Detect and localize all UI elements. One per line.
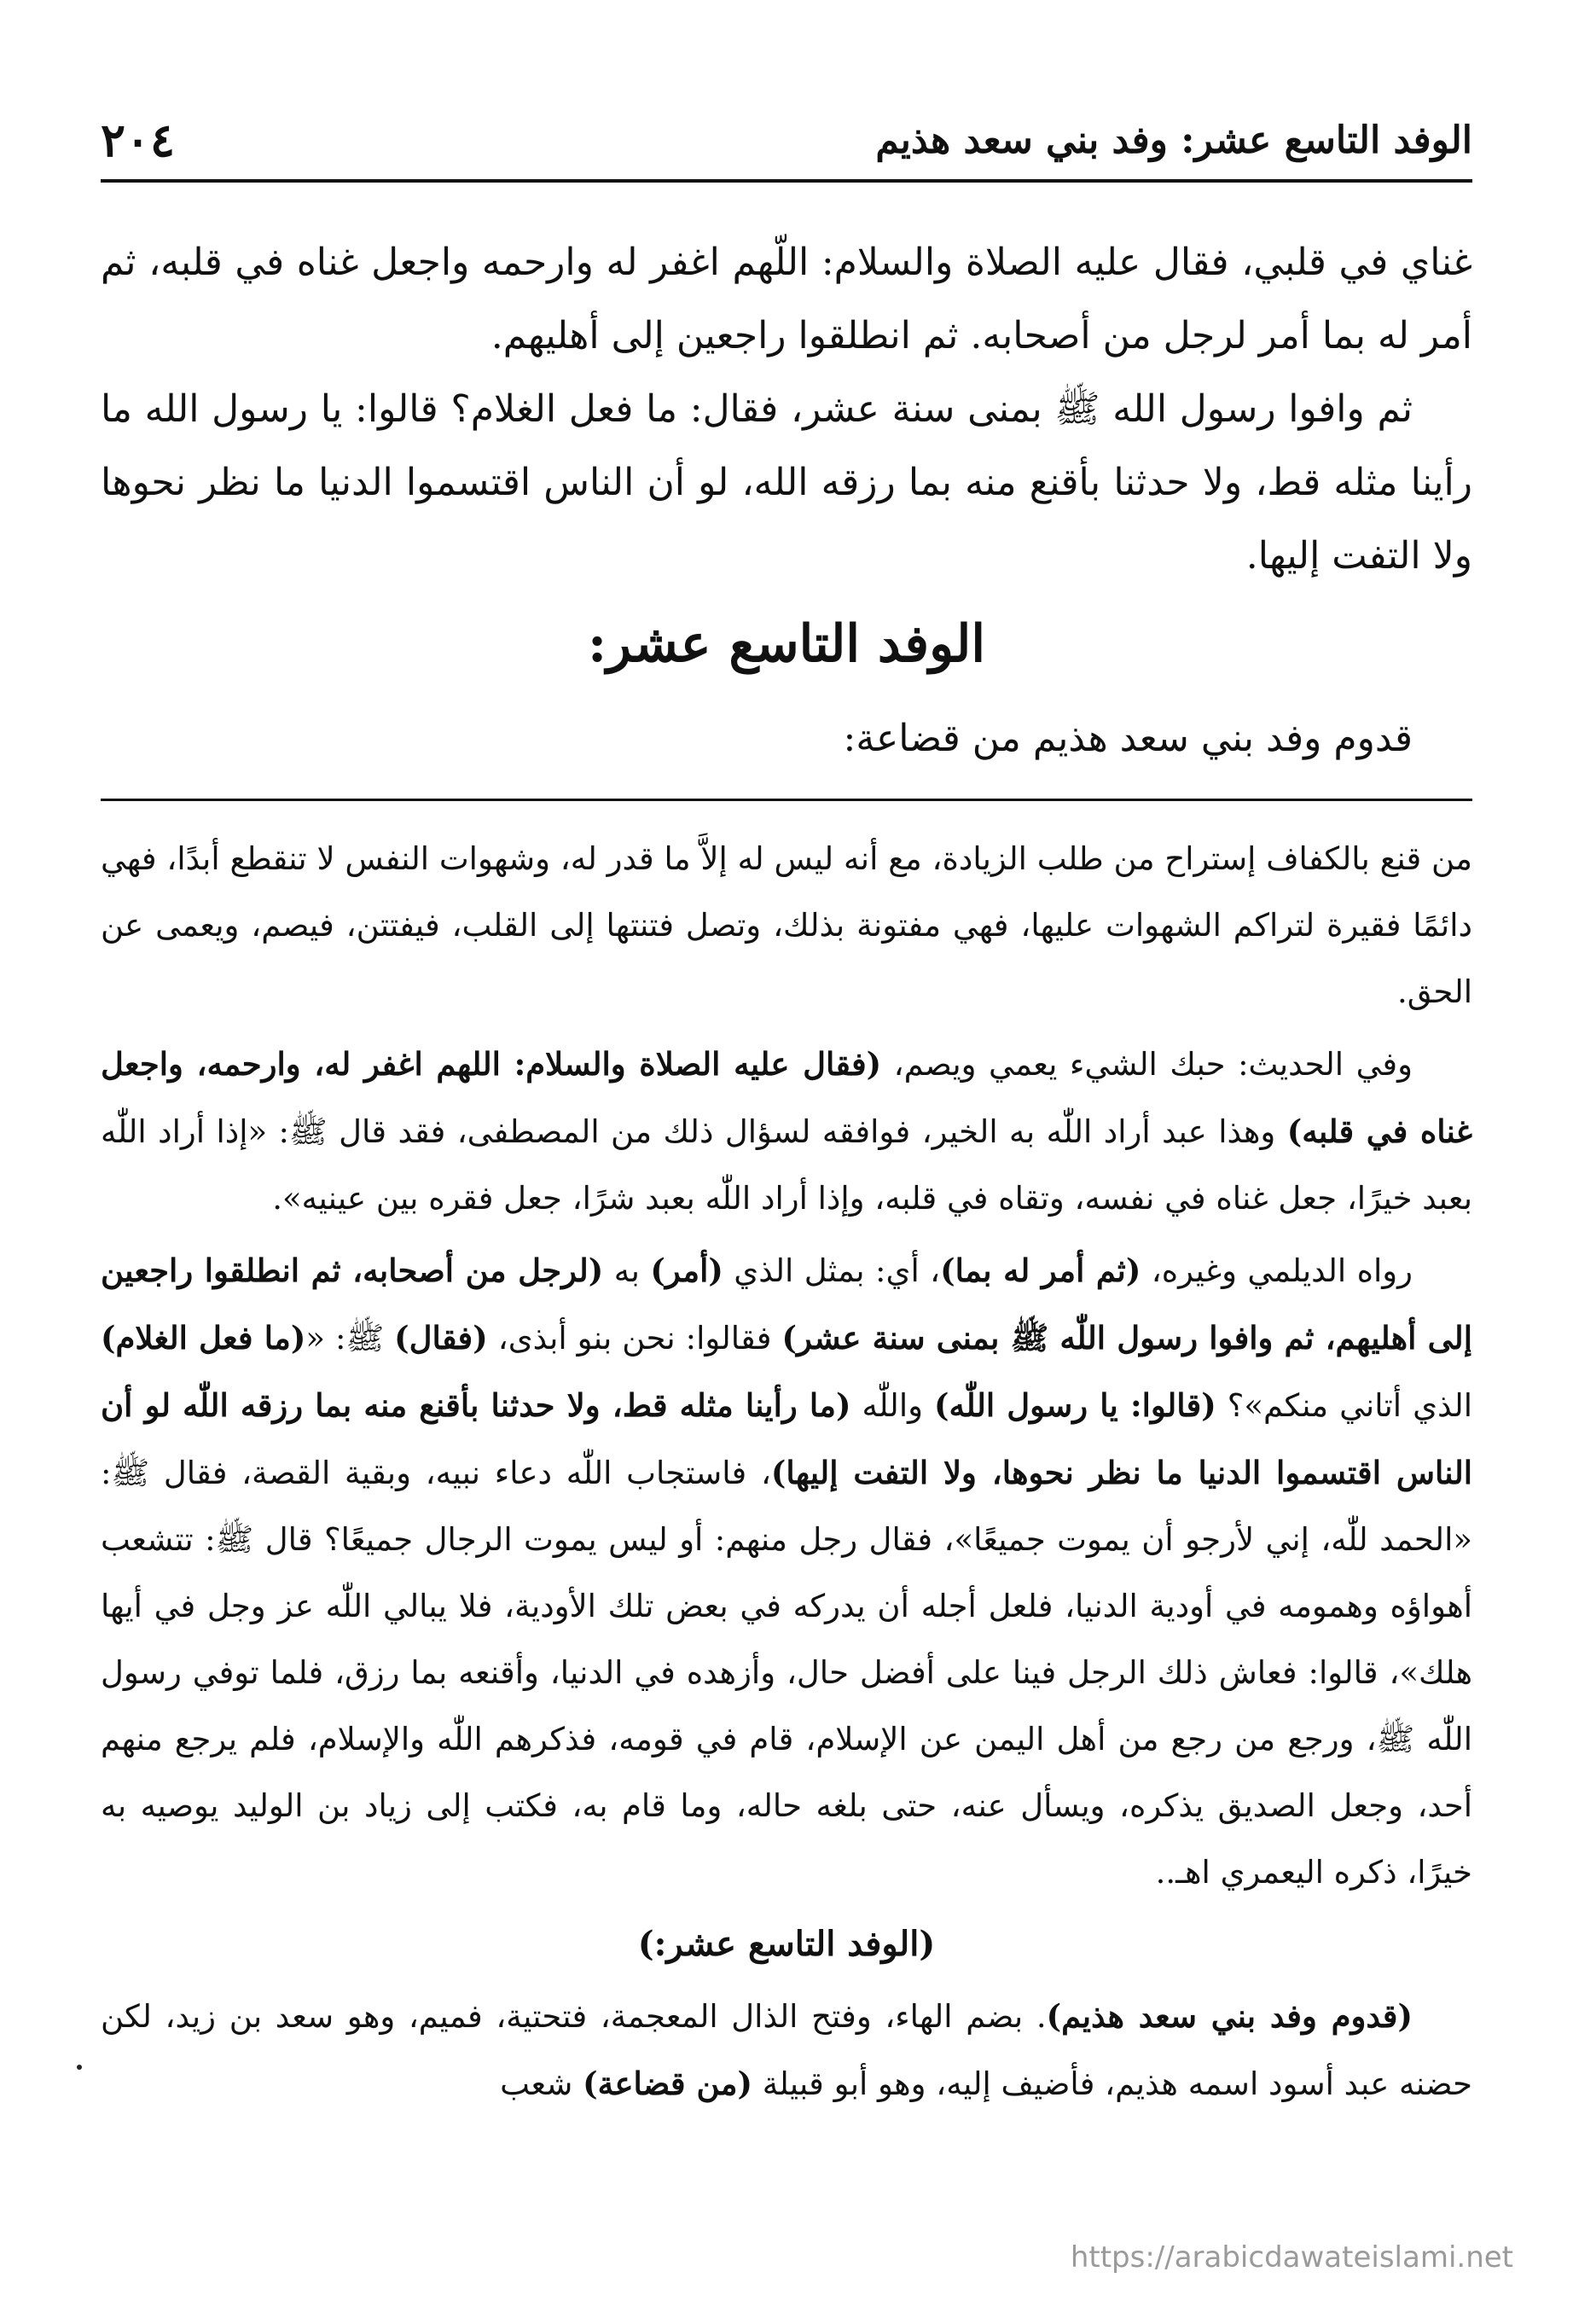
section-subheading: قدوم وفد بني سعد هذيم من قضاعة: (843, 717, 1413, 760)
commentary-text: وهذا عبد أراد اللّٰه به الخير، فوافقه لسؤال ذلك من المصطفى، فقد قال ﷺ: «إذا أراد اللّٰه بعبد خيرًا، جعل غناه في نفسه، وتقاه في قلبه، وإذا أراد اللّٰه بعبد شرًا، جعل فقره بين عينيه». (101, 1113, 1472, 1217)
commentary-text: ، أي: بمثل الذي (723, 1252, 941, 1289)
commentary-heading: (الوفد التاسع عشر:) (637, 1924, 936, 1964)
quoted-text: (لرجل من أصحابه، ثم انطلقوا راجعين إلى أهليهم، ثم وافوا رسول اللّٰه ﷺ بمنى سنة عشر) (101, 1252, 1472, 1357)
commentary (101, 826, 1472, 2123)
quoted-text: (ما رأينا مثله قط، ولا حدثنا بأقنع منه بما رزقه اللّٰه لو أن الناس اقتسموا الدنيا ما نظر نحوها، ولا التفت إليها) (101, 1386, 1472, 1491)
commentary-text: واللّٰه (850, 1387, 934, 1424)
commentary-paragraph (101, 1031, 1472, 1232)
quoted-text: (ثم أمر له بما) (940, 1252, 1141, 1289)
quoted-text: (من قضاعة) (583, 2065, 752, 2102)
running-title: الوفد التاسع عشر: وفد بني سعد هذيم (875, 118, 1472, 162)
quoted-text: (فقال) (394, 1319, 488, 1357)
commentary-paragraph (101, 1983, 1472, 2118)
quoted-text: (قدوم وفد بني سعد هذيم) (1046, 1997, 1413, 2035)
main-paragraph: ثم وافوا رسول الله ﷺ بمنى سنة عشر، فقال: ما فعل الغلام؟ قالوا: يا رسول الله ما رأينا مثله قط، ولا حدثنا بأقنع منه بما رزقه الله، لو أن الناس اقتسموا الدنيا ما نظر نحوها ولا التفت إليها. (101, 387, 1472, 578)
commentary-paragraph (101, 1237, 1472, 1906)
watermark-link[interactable]: https://arabicdawateislami.net (1070, 2240, 1513, 2275)
commentary-text: . بضم الهاء، وفتح الذال المعجمة، فتحتية، فميم، وهو سعد بن زيد، لكن حضنه عبد أسود اسمه هذيم، فأضيف إليه، وهو أبو قبيلة (101, 1998, 1472, 2102)
footnote-divider (101, 799, 1472, 801)
main-text (101, 226, 1472, 593)
quoted-text: (أمر) (650, 1252, 723, 1289)
commentary-text: الذي أتاني منكم»؟ (1216, 1387, 1473, 1424)
quoted-text: (ما فعل الغلام) (101, 1319, 306, 1357)
commentary-paragraph: من قنع بالكفاف إستراح من طلب الزيادة، مع أنه ليس له إلاَّ ما قدر له، وشهوات النفس لا تنقطع أبدًا، فهي دائمًا فقيرة لتراكم الشهوات عليها، فهي مفتونة بذلك، وتصل فتنتها إلى القلب، فيفتتن، فيصم، ويعمى عن الحق. (101, 840, 1472, 1010)
quoted-text: (قالوا: يا رسول اللّٰه) (933, 1386, 1216, 1424)
page-number: ٢٠٤ (101, 113, 176, 167)
commentary-text: وفي الحديث: حبك الشيء يعمي ويصم، (881, 1046, 1413, 1083)
margin-mark (77, 2065, 82, 2070)
commentary-text: فقالوا: نحن بنو أبذى، (487, 1320, 782, 1357)
commentary-text: به (603, 1252, 651, 1289)
commentary-text: ﷺ: « (305, 1320, 395, 1357)
quoted-text: (فقال عليه الصلاة والسلام: اللهم اغفر له، وارحمه، واجعل غناه في قلبه) (101, 1045, 1472, 1150)
page-header (101, 101, 1472, 183)
section-heading: الوفد التاسع عشر: (587, 614, 986, 674)
commentary-text: رواه الديلمي وغيره، (1141, 1252, 1413, 1289)
commentary-text: شعب (500, 2065, 583, 2102)
commentary-text: ، فاستجاب اللّٰه دعاء نبيه، وبقية القصة، فقال ﷺ: «الحمد للّٰه، إني لأرجو أن يموت جميعًا»، فقال رجل منهم: أو ليس يموت الرجال جميعًا؟ قال ﷺ: تتشعب أهواؤه وهمومه في أودية الدنيا، فلعل أجله أن يدركه في بعض تلك الأودية، فلا يبالي اللّٰه عز وجل في أيها هلك»، قالوا: فعاش ذلك الرجل فينا على أفضل حال، وأزهده في الدنيا، وأقنعه بما رزق، فلما توفي رسول اللّٰه ﷺ، ورجع من رجع من أهل اليمن عن الإسلام، قام في قومه، فذكرهم اللّٰه والإسلام، فلم يرجع منهم أحد، وجعل الصديق يذكره، ويسأل عنه، حتى بلغه حاله، وما قام به، فكتب إلى زياد بن الوليد يوصيه به خيرًا، ذكره اليعمري اهـ.. (101, 1455, 1472, 1891)
main-paragraph: غناي في قلبي، فقال عليه الصلاة والسلام: اللّهم اغفر له وارحمه واجعل غناه في قلبه، ثم أمر له بما أمر لرجل من أصحابه. ثم انطلقوا راجعين إلى أهليهم. (101, 241, 1472, 357)
